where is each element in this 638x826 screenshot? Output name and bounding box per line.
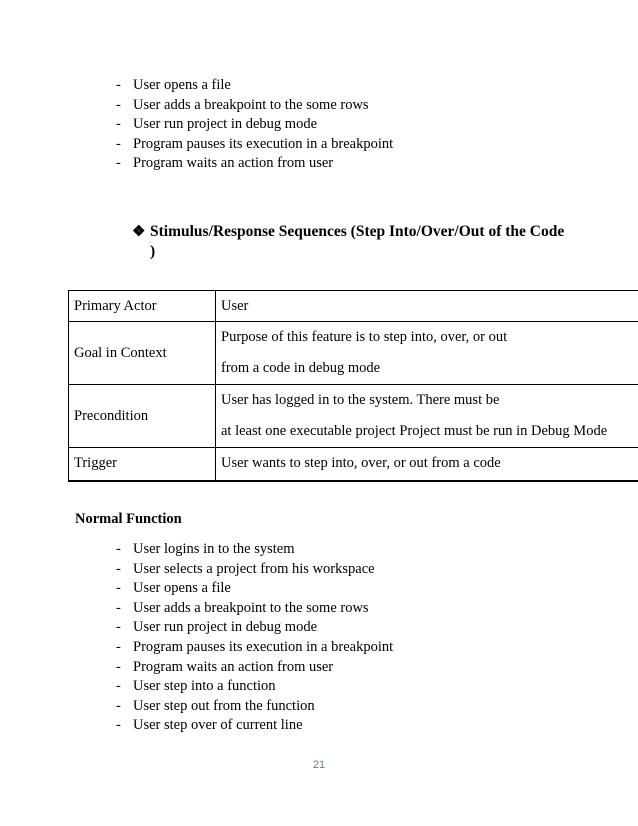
list-dash: - xyxy=(116,638,121,655)
list-item xyxy=(116,618,393,638)
list-dash: - xyxy=(116,599,121,616)
list-item xyxy=(116,540,393,560)
row-value-line: at least one executable project Project must be run in Debug Mode xyxy=(221,423,608,439)
row-label: Trigger xyxy=(69,448,216,481)
list-dash: - xyxy=(116,658,121,675)
normal-function-heading: Normal Function xyxy=(75,511,182,527)
list-item-text: User adds a breakpoint to the some rows xyxy=(133,96,369,113)
list-item xyxy=(116,135,393,155)
list-dash: - xyxy=(116,96,121,113)
table-row xyxy=(69,385,638,448)
list-dash: - xyxy=(116,541,121,557)
list-item-text: Program waits an action from user xyxy=(133,155,334,172)
row-label: Precondition xyxy=(69,385,216,448)
page-number: 21 xyxy=(312,759,326,771)
top-step-list xyxy=(116,76,393,174)
normal-function-list xyxy=(116,540,393,736)
list-item-text: User run project in debug mode xyxy=(133,116,318,133)
list-dash: - xyxy=(116,697,121,714)
list-item-text: User run project in debug mode xyxy=(133,619,318,636)
row-value-line: Purpose of this feature is to step into, over, or out xyxy=(221,329,508,345)
list-item xyxy=(116,638,393,658)
list-item-text: Program pauses its execution in a breakpoint xyxy=(133,135,394,152)
list-item-text: Program pauses its execution in a breakpoint xyxy=(133,638,394,655)
list-item-text: User step over of current line xyxy=(133,717,303,734)
list-item xyxy=(116,677,393,697)
list-item xyxy=(116,154,393,174)
list-item xyxy=(116,96,393,116)
row-value xyxy=(216,322,638,385)
list-item-text: User opens a file xyxy=(133,77,231,93)
list-item-text: Program waits an action from user xyxy=(133,658,334,675)
list-dash: - xyxy=(116,678,121,695)
list-dash: - xyxy=(116,619,121,636)
row-value: User wants to step into, over, or out from a code xyxy=(216,448,638,481)
row-label: Goal in Context xyxy=(69,322,216,385)
list-dash: - xyxy=(116,116,121,133)
list-item xyxy=(116,716,393,736)
list-item-text: User selects a project from his workspace xyxy=(133,560,375,577)
list-dash: - xyxy=(116,580,121,597)
list-dash: - xyxy=(116,560,121,577)
list-item-text: User opens a file xyxy=(133,580,231,597)
row-value-line: from a code in debug mode xyxy=(221,360,381,376)
section-title: Stimulus/Response Sequences (Step Into/Over/Out of the Code ) xyxy=(150,223,565,260)
row-label: Primary Actor xyxy=(69,291,216,322)
list-item xyxy=(116,697,393,717)
list-item xyxy=(116,658,393,678)
row-value: User xyxy=(216,291,638,322)
list-item xyxy=(116,579,393,599)
list-item xyxy=(116,115,393,135)
use-case-table xyxy=(68,290,638,482)
list-item xyxy=(116,560,393,580)
list-dash: - xyxy=(116,155,121,172)
list-dash: - xyxy=(116,77,121,93)
table-row xyxy=(69,448,638,481)
table-row xyxy=(69,291,638,322)
list-item xyxy=(116,76,393,96)
diamond-bullet-icon: ❖ xyxy=(132,224,146,240)
list-dash: - xyxy=(116,135,121,152)
section-heading xyxy=(132,222,572,262)
list-dash: - xyxy=(116,717,121,734)
list-item-text: User step out from the function xyxy=(133,697,315,714)
list-item xyxy=(116,599,393,619)
table-row xyxy=(69,322,638,385)
list-item-text: User step into a function xyxy=(133,678,276,695)
list-item-text: User logins in to the system xyxy=(133,541,295,557)
row-value xyxy=(216,385,638,448)
list-item-text: User adds a breakpoint to the some rows xyxy=(133,599,369,616)
row-value-line: User has logged in to the system. There must be xyxy=(221,392,500,408)
